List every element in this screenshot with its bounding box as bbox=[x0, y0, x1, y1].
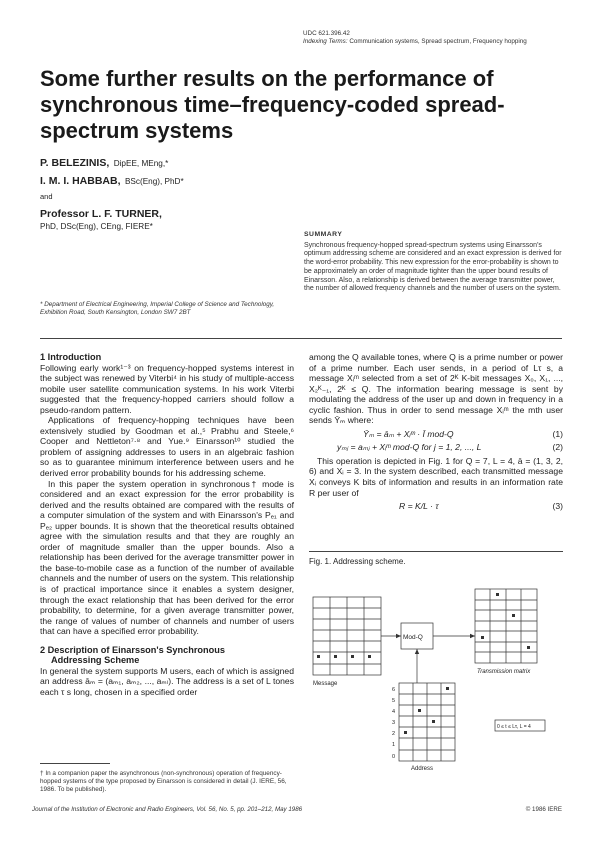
transmission-label: Transmission matrix bbox=[477, 669, 531, 675]
indexing-label: Indexing Terms: bbox=[303, 37, 348, 45]
indexing-terms bbox=[303, 38, 565, 46]
header-rule bbox=[40, 338, 562, 339]
equation-1-number: (1) bbox=[552, 428, 563, 439]
author-3-name: Professor L. F. TURNER, bbox=[40, 208, 162, 220]
udc-header bbox=[303, 30, 565, 45]
equation-1-body: Ȳₘ = āₘ + Xᵢᵐ · Ī mod-Q bbox=[363, 428, 454, 439]
author-and: and bbox=[40, 192, 53, 201]
author-2-degrees: BSc(Eng), PhD* bbox=[124, 177, 184, 186]
author-3 bbox=[40, 208, 162, 231]
summary-text: Synchronous frequency-hopped spread-spectrum systems using Einarsson's optimum addressing scheme are considered and an exact expression is derived for the word-error probability. This new expression for the error-probability is shown to be approximately an order of magnitude tighter than the upper bound results of Einarsson. Also, a relationship is derived between the average transmitter power, the number of allowed frequency channels and the number of users on the system. bbox=[304, 241, 562, 293]
s1-paragraph-3: In this paper the system operation in synchronous† mode is considered and an exact expression for the error probability is derived and the results obtained are compared with the results of a computer simulation of the system and with Einarsson's Pₑ₁ and Pₑ₂ upper bounds. It is shown that the theoretical results obtained agree with the simulation results and that they are roughly an order of magnitude smaller than the upper bounds. Also a relationship has been derived for the average transmitter power in the base-to-mobile case as a function of the number of available channels and the number of users on the system. This relationship is of practical importance since it enables a system designer, through the exact relationship that has been derived for the error probability, to determine, for a given average transmitter power, the range of values of number of channels and number of users that can have a specified error probability. bbox=[40, 478, 294, 637]
affiliation-footnote: * Department of Electrical Engineering, Imperial College of Science and Technology, Exhibition Road, South Kensington, London SW7 2BT bbox=[40, 301, 275, 316]
footnote: † In a companion paper the asynchronous (non-synchronous) operation of frequency-hopped systems of the type proposed by Einarsson is considered in detail (J. IERE, 56, 1986. To be published). bbox=[40, 770, 287, 793]
section-2-heading-line-2: Addressing Scheme bbox=[51, 655, 140, 666]
equation-2-body: yₘⱼ = aₘⱼ + Xᵢᵐ mod-Q for j = 1, 2, ..., L bbox=[337, 442, 482, 453]
author-1 bbox=[40, 153, 168, 171]
udc-code: UDC 621.396.42 bbox=[303, 30, 350, 37]
s1-paragraph-2: Applications of frequency-hopping techniques have been extensively studied by Goodman et al.,⁵ Prabhu and Steele,⁶ Cooper and Nettleton⁷·⁸ and Yue.⁹ Einarsson¹⁰ studied the problem of assigning addresses to users in an algebraic fashion so as to guarantee minimum interference between users and he derived error probability bounds for his addressing scheme. bbox=[40, 415, 294, 479]
summary-heading: SUMMARY bbox=[304, 231, 343, 238]
author-2 bbox=[40, 171, 184, 189]
footnote-rule bbox=[40, 763, 110, 764]
equation-2 bbox=[309, 442, 563, 453]
rc-paragraph-1: among the Q available tones, where Q is a prime number or power of a prime number. Each user sends, in a period of Lτ s, a message Xᵢᵐ selected from a set of 2ᴷ K-bit messages X₀, X₁, ..., X₂ᴷ₋₁, 2ᴷ ≤ Q. The information bearing message is sent by modulating the address of the user up and down in frequency in a cyclic fashion. Thus in order to send message Xᵢᵐ the mth user sends Ȳₘ where: bbox=[309, 352, 563, 426]
left-column bbox=[40, 352, 294, 698]
author-1-degrees: DipEE, MEng,* bbox=[113, 159, 169, 168]
equation-1 bbox=[309, 429, 563, 440]
paper-title: Some further results on the performance of synchronous time–frequency-coded spread-spectrum systems bbox=[40, 66, 505, 143]
s1-paragraph-1: Following early work¹⁻³ on frequency-hopped systems interest in the subject was renewed by Viterbi⁴ in his study of multiple-access mobile user satellite communication systems. In his work Viterbi suggested that the frequency-hopped carriers should follow a pseudo-random pattern. bbox=[40, 362, 294, 415]
author-3-degrees: PhD, DSc(Eng), CEng, FIERE* bbox=[40, 222, 153, 231]
time-range-label: 0 ≤ t ≤ Lτ, L = 4 bbox=[497, 724, 531, 730]
transmission-dot bbox=[496, 593, 499, 596]
row-number: 0 bbox=[392, 754, 396, 760]
message-label: Message bbox=[313, 681, 338, 687]
row-number: 5 bbox=[392, 698, 396, 704]
address-dot bbox=[446, 687, 449, 690]
addressing-scheme-diagram bbox=[303, 567, 563, 773]
right-column bbox=[309, 352, 563, 515]
mod-q-label: Mod-Q bbox=[403, 634, 423, 641]
address-label: Address bbox=[411, 766, 434, 772]
section-1-heading: 1 Introduction bbox=[40, 352, 102, 362]
equation-3-body: R = K/L · τ bbox=[399, 501, 439, 512]
equation-3 bbox=[309, 501, 563, 512]
row-number: 4 bbox=[392, 709, 396, 715]
row-number: 2 bbox=[392, 731, 396, 737]
equation-3-number: (3) bbox=[552, 501, 563, 512]
rc-paragraph-2: This operation is depicted in Fig. 1 for Q = 7, L = 4, ā = (1, 3, 2, 6) and Xᵢ = 3. In the system described, each transmitted message Xᵢ conveys K bits of information and results in an information rate R per user of bbox=[309, 455, 563, 498]
page-footer bbox=[32, 806, 562, 813]
indexing-terms-text: Communication systems, Spread spectrum, Frequency hopping bbox=[349, 37, 527, 45]
figure-caption: Fig. 1. Addressing scheme. bbox=[309, 557, 406, 566]
summary bbox=[304, 231, 562, 294]
row-number: 3 bbox=[392, 720, 396, 726]
row-number: 1 bbox=[392, 742, 396, 748]
author-2-name: I. M. I. HABBAB, bbox=[40, 175, 121, 187]
journal-citation: Journal of the Institution of Electronic and Radio Engineers, Vol. 56, No. 5, pp. 201–212, May 1986 bbox=[32, 806, 303, 813]
section-2-heading-line-1: 2 Description of Einarsson's Synchronous bbox=[40, 644, 225, 655]
author-1-name: P. BELEZINIS, bbox=[40, 157, 110, 169]
figure-1 bbox=[303, 567, 563, 773]
copyright: © 1986 IERE bbox=[525, 806, 562, 813]
row-number: 6 bbox=[392, 687, 396, 693]
equation-2-number: (2) bbox=[552, 442, 563, 453]
figure-rule bbox=[309, 551, 563, 552]
s2-paragraph-1: In general the system supports M users, each of which is assigned an address āₘ = (aₘ₁, aₘ₂, ..., aₘₗ). The address is a set of L tones each τ s long, chosen in a specified order bbox=[40, 665, 294, 697]
message-dot bbox=[317, 655, 320, 658]
